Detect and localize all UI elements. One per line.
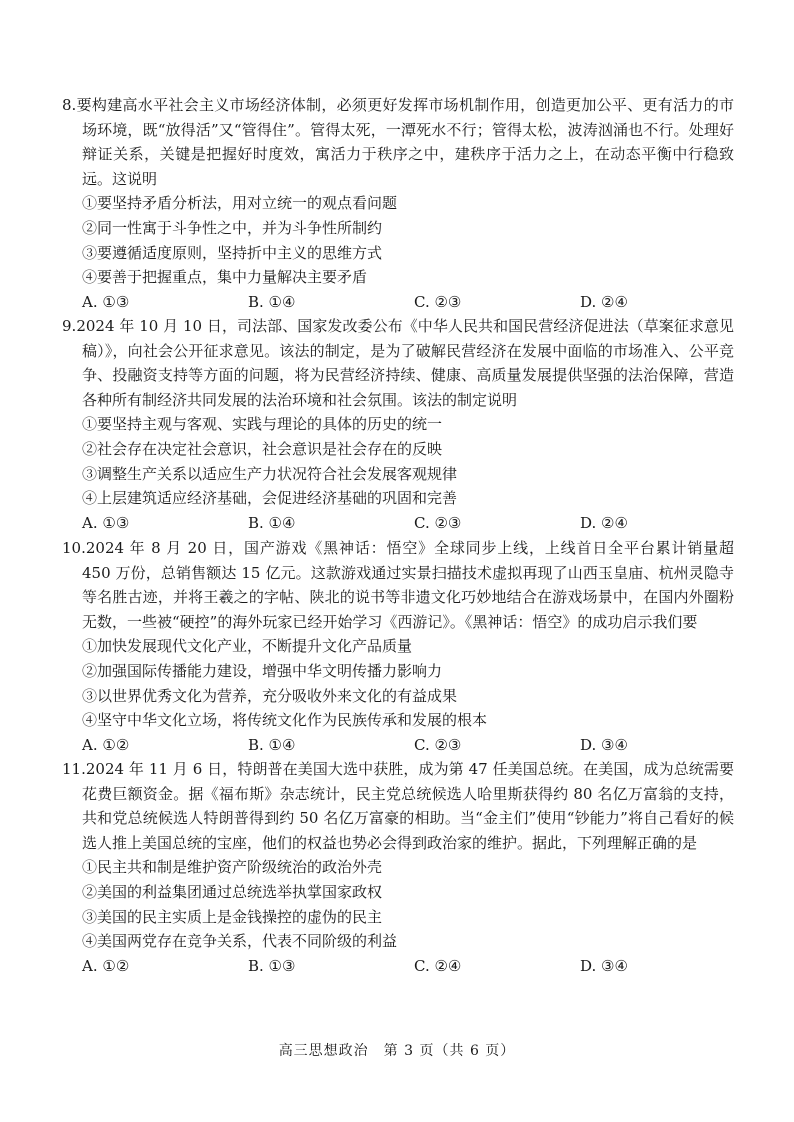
- choice-c: C. ②③: [414, 513, 462, 532]
- question-number: 10.: [62, 539, 86, 557]
- choice-b: B. ①③: [248, 956, 296, 975]
- statement-option: ①要坚持矛盾分析法，用对立统一的观点看问题: [82, 194, 398, 213]
- choice-d: D. ②④: [580, 292, 628, 311]
- statement-option: ④坚守中华文化立场，将传统文化作为民族传承和发展的根本: [82, 711, 488, 730]
- answer-choices: [62, 733, 734, 758]
- question-8: [62, 93, 734, 314]
- statement-option: ④美国两党存在竞争关系，代表不同阶级的利益: [82, 932, 398, 951]
- question-number: 9.: [62, 317, 77, 335]
- choice-a: A. ①②: [82, 735, 130, 754]
- question-stem: [62, 536, 734, 634]
- statement-option: ②美国的利益集团通过总统选举执掌国家政权: [82, 882, 383, 901]
- choice-d: D. ②④: [580, 513, 628, 532]
- choice-a: A. ①③: [82, 292, 130, 311]
- statement-option: ②加强国际传播能力建设，增强中华文明传播力影响力: [82, 661, 443, 680]
- choice-c: C. ②③: [414, 735, 462, 754]
- question-stem: [62, 93, 734, 191]
- choice-b: B. ①④: [248, 513, 296, 532]
- question-text: 2024 年 11 月 6 日，特朗普在美国大选中获胜，成为第 47 任美国总统。在美国，成为总统需要花费巨额资金。据《福布斯》杂志统计，民主党总统候选人哈里斯获得约 80 名亿万富翁的支持，共和党总统候选人特朗普得到约 50 名亿万富豪的相助。当“金主们”使用“钞能力”将自己看好的候选人推上美国总统的宝座，他们的权益也势必会得到政治家的维护。据此，下列理解正确的是: [82, 760, 734, 852]
- choice-c: C. ②③: [414, 292, 462, 311]
- statement-option: ②社会存在决定社会意识，社会意识是社会存在的反映: [82, 439, 443, 458]
- statement-option: ①民主共和制是维护资产阶级统治的政治外壳: [82, 858, 383, 877]
- question-stem: [62, 314, 734, 412]
- answer-choices: [62, 290, 734, 315]
- choice-a: A. ①②: [82, 956, 130, 975]
- choice-b: B. ①④: [248, 735, 296, 754]
- statement-option: ③要遵循适度原则，坚持折中主义的思维方式: [82, 243, 383, 262]
- statement-option: ①加快发展现代文化产业，不断提升文化产品质量: [82, 637, 413, 656]
- statement-option: ④要善于把握重点，集中力量解决主要矛盾: [82, 268, 368, 287]
- statement-option: ③美国的民主实质上是金钱操控的虚伪的民主: [82, 907, 383, 926]
- choice-d: D. ③④: [580, 735, 628, 754]
- statement-option: ②同一性寓于斗争性之中，并为斗争性所制约: [82, 218, 383, 237]
- question-number: 11.: [62, 760, 86, 778]
- page-footer: 高三思想政治 第 3 页（共 6 页）: [278, 1043, 516, 1059]
- statement-option: ④上层建筑适应经济基础，会促进经济基础的巩固和完善: [82, 489, 458, 508]
- statement-option: ③调整生产关系以适应生产力状况符合社会发展客观规律: [82, 464, 458, 483]
- answer-choices: [62, 511, 734, 536]
- answer-choices: [62, 954, 734, 979]
- statement-option: ①要坚持主观与客观、实践与理论的具体的历史的统一: [82, 415, 443, 434]
- question-text: 2024 年 8 月 20 日，国产游戏《黑神话：悟空》全球同步上线，上线首日全平台累计销量超 450 万份，总销售额达 15 亿元。这款游戏通过实景扫描技术虚拟再现了山西玉皇庙、杭州灵隐寺等名胜古迹，并将王羲之的字帖、陕北的说书等非遗文化巧妙地结合在游戏场景中，在国内外圈粉无数，一些被“硬控”的海外玩家已经开始学习《西游记》。《黑神话：悟空》的成功启示我们要: [82, 539, 734, 631]
- statement-option: ③以世界优秀文化为营养，充分吸收外来文化的有益成果: [82, 686, 458, 705]
- question-text: 2024 年 10 月 10 日，司法部、国家发改委公布《中华人民共和国民营经济促进法（草案征求意见稿）》，向社会公开征求意见。该法的制定，是为了破解民营经济在发展中面临的市场准入、公平竞争、投融资支持等方面的问题，将为民营经济持续、健康、高质量发展提供坚强的法治保障，营造各种所有制经济共同发展的法治环境和社会氛围。该法的制定说明: [76, 317, 734, 409]
- choice-c: C. ②④: [414, 956, 462, 975]
- choice-a: A. ①③: [82, 513, 130, 532]
- question-text: 要构建高水平社会主义市场经济体制，必须更好发挥市场机制作用，创造更加公平、更有活力的市场环境，既“放得活”又“管得住”。管得太死，一潭死水不行；管得太松，波涛汹涌也不行。处理好辩证关系，关键是把握好时度效，寓活力于秩序之中，建秩序于活力之上，在动态平衡中行稳致远。这说明: [76, 96, 734, 188]
- question-10: [62, 536, 734, 757]
- question-number: 8.: [62, 96, 77, 114]
- choice-d: D. ③④: [580, 956, 628, 975]
- question-stem: [62, 757, 734, 855]
- choice-b: B. ①④: [248, 292, 296, 311]
- question-9: [62, 314, 734, 535]
- question-11: [62, 757, 734, 978]
